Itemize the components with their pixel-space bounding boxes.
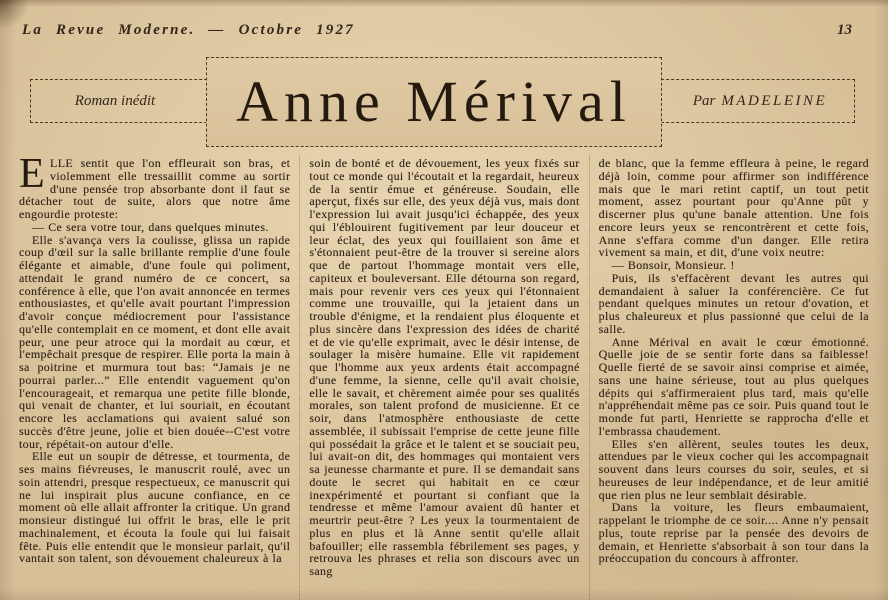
paragraph: Elle s'avança vers la coulisse, glissa un rapide coup d'œil sur la salle brillante remplie d'une foule élégante et aimable, d'une foule qui poliment, attendait le grand numéro de ce concert, sa conférence à elle, que l'on avait annoncée en termes enthousiastes, et qu'elle avait pourtant l'impression d'avoir conçue médiocrement pour l'assistance qu'elle contemplait en ce moment, et dont elle avait peur, une peur atroce qui la mordait au cœur, et l'empêchait presque de respirer. Elle porta la main à sa poitrine et murmura tout bas: “Jamais je ne pourrai parler...” Elle entendit vaguement qu'on l'encourageait, et remarqua une petite fille blonde, qui venait de chanter, et lui souriait, en écoutant encore les acclamations qui avaient salué son succès d'être jeune, jolie et bien douée--C'est votre tour, répétait-on autour d'elle. [19, 232, 291, 451]
text-column-1 [10, 155, 299, 600]
paragraph-text: LLE sentit que l'on effleurait son bras, et violemment elle tressaillit comme au sortir d'une pensée trop absorbante dont il faut se détacher tout de suite, alors que notre âme engourdie proteste: [19, 156, 291, 221]
paragraph: Anne Mérival en avait le cœur émotionné. Quelle joie de se sentir forte dans sa faiblesse! Quelle fierté de se savoir ainsi comprise et aimée, sans une haine sérieuse, tout au plus quelques dépits qui s'affirmeraient plus tard, mais qu'elle n'appréhendait même pas ce soir. Puis quand tout le monde fut parti, Henriette se rapprocha d'elle et l'embrassa chaudement. [598, 334, 869, 438]
masthead-title: La Revue Moderne. — Octobre 1927 [22, 22, 355, 38]
title-banner [0, 57, 888, 149]
article-title: Anne Mérival [236, 69, 632, 134]
paragraph-dialogue: — Bonsoir, Monsieur. ! [611, 258, 735, 272]
byline-author: MADELEINE [721, 92, 828, 109]
article-body [10, 155, 878, 600]
text-column-3 [589, 155, 878, 600]
article-title-box [206, 57, 662, 147]
paragraph: Puis, ils s'effacèrent devant les autres qui demandaient à saluer la conférencière. Ce fut pendant quelques minutes un retour d'ovation, et plus chaleureux et plus passionné que celui de la salle. [598, 270, 869, 336]
paragraph [19, 157, 290, 221]
drop-cap: E [19, 155, 46, 197]
byline-prefix: Par [692, 92, 716, 109]
genre-label: Roman inédit [74, 92, 156, 109]
byline-box [641, 79, 855, 123]
paragraph: soin de bonté et de dévouement, les yeux fixés sur tout ce monde qui l'écoutait et la regardait, heureux de la sentir émue et généreuse. Soudain, elle aperçut, fixés sur elle, des yeux déjà vus, mais dont l'expression lui avait jusqu'ici échappée, des yeux qui l'éblouirent fugitivement par leur douceur et leur éclat, des yeux qui fouillaient son âme et s'étonnaient peut-être de la trouver si sereine alors que de partout l'hommage montait vers elle, capiteux et bouleversant. Elle détourna son regard, mais pour revenir vers ces yeux qui l'étonnaient comme une trouvaille, qui la jetaient dans un trouble d'énigme, et la rendaient plus éloquente et plus sincère dans l'expression des idées de charité et de vie qu'elle exprimait, avec le désir intense, de soulager la misère humaine. Elle vit rapidement que l'homme aux yeux ardents était accompagné d'une femme, la sienne, celle qu'il avait choisie, elle le savait, et chèrement aimée pour ses qualités morales, son talent profond de musicienne. Et ce soir, dans l'atmosphère enthousiaste de cette assemblée, il subissait l'emprise de cette jeune fille qui possédait la grâce et le talent et se souciait peu, lui avait-on dit, des hommages qui montaient vers sa jeunesse charmante et pure. Il se demandait sans doute le secret qui habitait en ce cœur inexpérimenté et pourtant si confiant que la tendresse et même l'amour avaient dû hanter et meurtrir peut-être ? Les yeux la tourmentaient de plus en plus et là Anne sentit qu'elle allait bafouiller; elle rassembla fébrilement ses pages, y retrouva les phrases et relia son discours avec un sang [309, 156, 580, 578]
page-number: 13 [837, 22, 852, 38]
paragraph: Elle eut un soupir de détresse, et tourmenta, de ses mains fiévreuses, le manuscrit roulé, avec un soin attendri, presque respectueux, ce manuscrit qui ne lui inspirait plus aucune confiance, en ce moment où elle allait affronter la critique. Un grand monsieur distingué lui offrit le bras, elle le prit machinalement, et écouta la foule qui lui faisait fête. Puis elle entendit que le monsieur parlait, qu'il vantait son talent, son dévouement chaleureux à la [19, 449, 291, 566]
paragraph-dialogue: — Ce sera votre tour, dans quelques minutes. [32, 219, 269, 234]
paragraph: de blanc, que la femme effleura à peine, le regard déjà loin, comme pour affirmer son indifférence mais que le mari retint captif, un tout petit moment, assez pourtant pour qu'Anne pût y discerner plus qu'une banale attention. Une fois encore leurs yeux se rencontrèrent et cette fois, Anne s'effara comme d'un danger. Elle retira vivement sa main, et dit, d'une voix neutre: [598, 156, 869, 260]
paragraph: Dans la voiture, les fleurs embaumaient, rappelant le triomphe de ce soir.... Anne n'y pensait plus, toute reprise par la pensée des devoirs de demain, et Henriette s'absorbait à son tour dans la préoccupation du concours à affronter. [598, 500, 869, 566]
paragraph: Elles s'en allèrent, seules toutes les deux, attendues par le vieux cocher qui les accompagnait souvent dans leurs courses du soir, seules, et si heureuses de leur indépendance, et de leur amitié que rien plus ne leur semblait désirable. [598, 436, 869, 502]
text-column-2 [299, 155, 588, 600]
masthead-row [22, 22, 852, 39]
